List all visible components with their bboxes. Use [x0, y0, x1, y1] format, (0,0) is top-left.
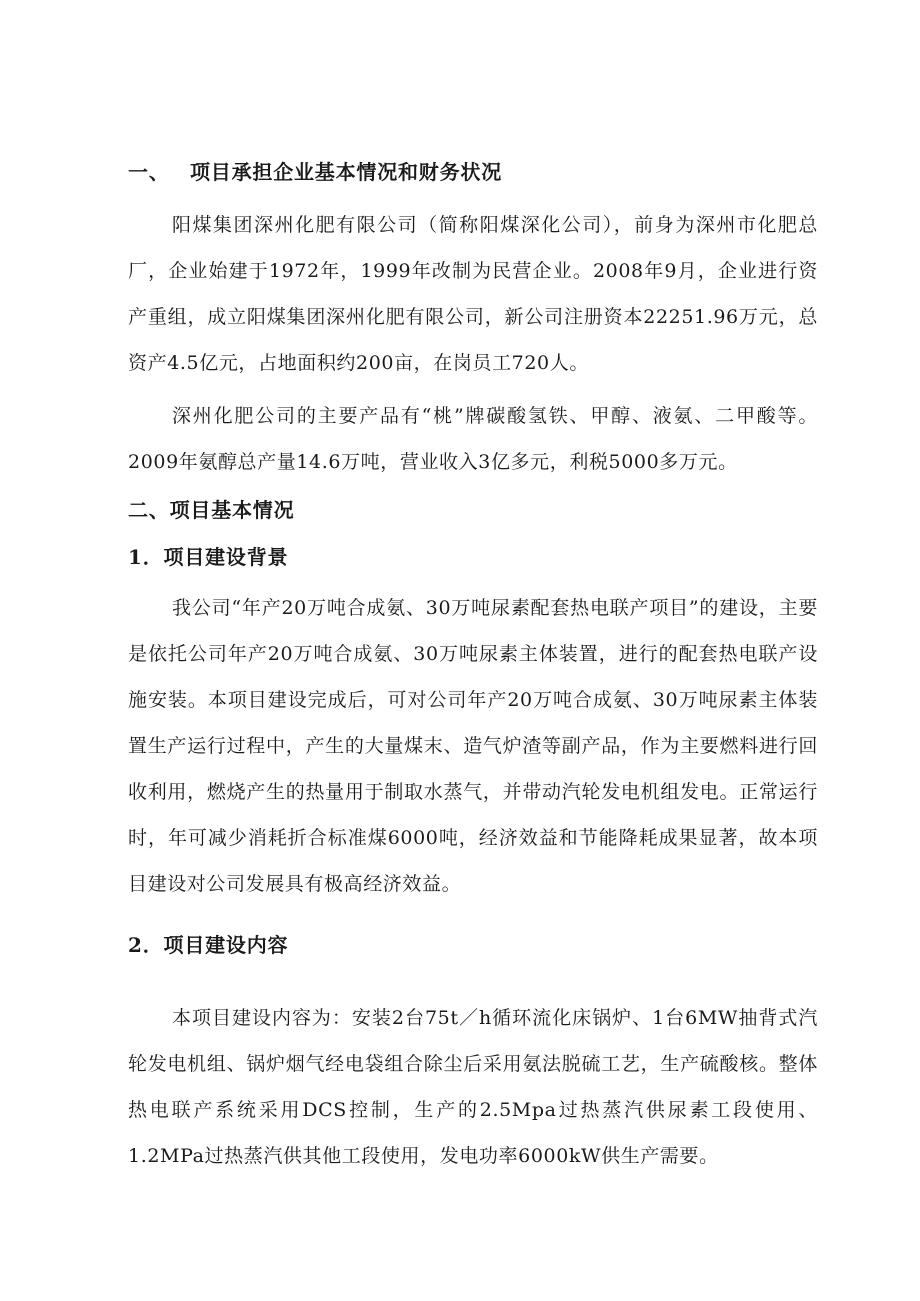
paragraph-products: 深州化肥公司的主要产品有“桃”牌碳酸氢铁、甲醇、液氨、二甲酸等。2009年氨醇总产量14.6万吨，营业收入3亿多元，利税5000多万元。	[128, 405, 818, 473]
paragraph-content: 本项目建设内容为：安装2台75t／h循环流化床锅炉、1台6MW抽背式汽轮发电机组、锅炉烟气经电袋组合除尘后采用氨法脱硫工艺，生产硫酸核。整体热电联产系统采用DCS控制，生产的2.5Mpa过热蒸汽供尿素工段使用、1.2MPa过热蒸汽供其他工段使用，发电功率6000kW供生产需要。	[128, 1007, 818, 1167]
section-title-1: 项目承担企业基本情况和财务状况	[190, 160, 502, 184]
subsection-heading-background: 1．项目建设背景	[128, 545, 289, 569]
section-heading-1	[128, 157, 502, 187]
section-number-1: 一、	[128, 160, 170, 184]
section-heading-2: 二、项目基本情况	[128, 498, 295, 522]
paragraph-company-profile: 阳煤集团深州化肥有限公司（简称阳煤深化公司），前身为深州市化肥总厂，企业始建于1972年，1999年改制为民营企业。2008年9月，企业进行资产重组，成立阳煤集团深州化肥有限公司，新公司注册资本22251.96万元，总资产4.5亿元，占地面积约200亩，在岗员工720人。	[128, 214, 818, 374]
paragraph-background: 我公司“年产20万吨合成氨、30万吨尿素配套热电联产项目”的建设，主要是依托公司年产20万吨合成氨、30万吨尿素主体装置，进行的配套热电联产设施安装。本项目建设完成后，可对公司年产20万吨合成氨、30万吨尿素主体装置生产运行过程中，产生的大量煤末、造气炉渣等副产品，作为主要燃料进行回收利用，燃烧产生的热量用于制取水蒸气，并带动汽轮发电机组发电。正常运行时，年可减少消耗折合标准煤6000吨，经济效益和节能降耗成果显著，故本项目建设对公司发展具有极高经济效益。	[128, 597, 818, 895]
subsection-heading-content: 2．项目建设内容	[128, 933, 289, 957]
